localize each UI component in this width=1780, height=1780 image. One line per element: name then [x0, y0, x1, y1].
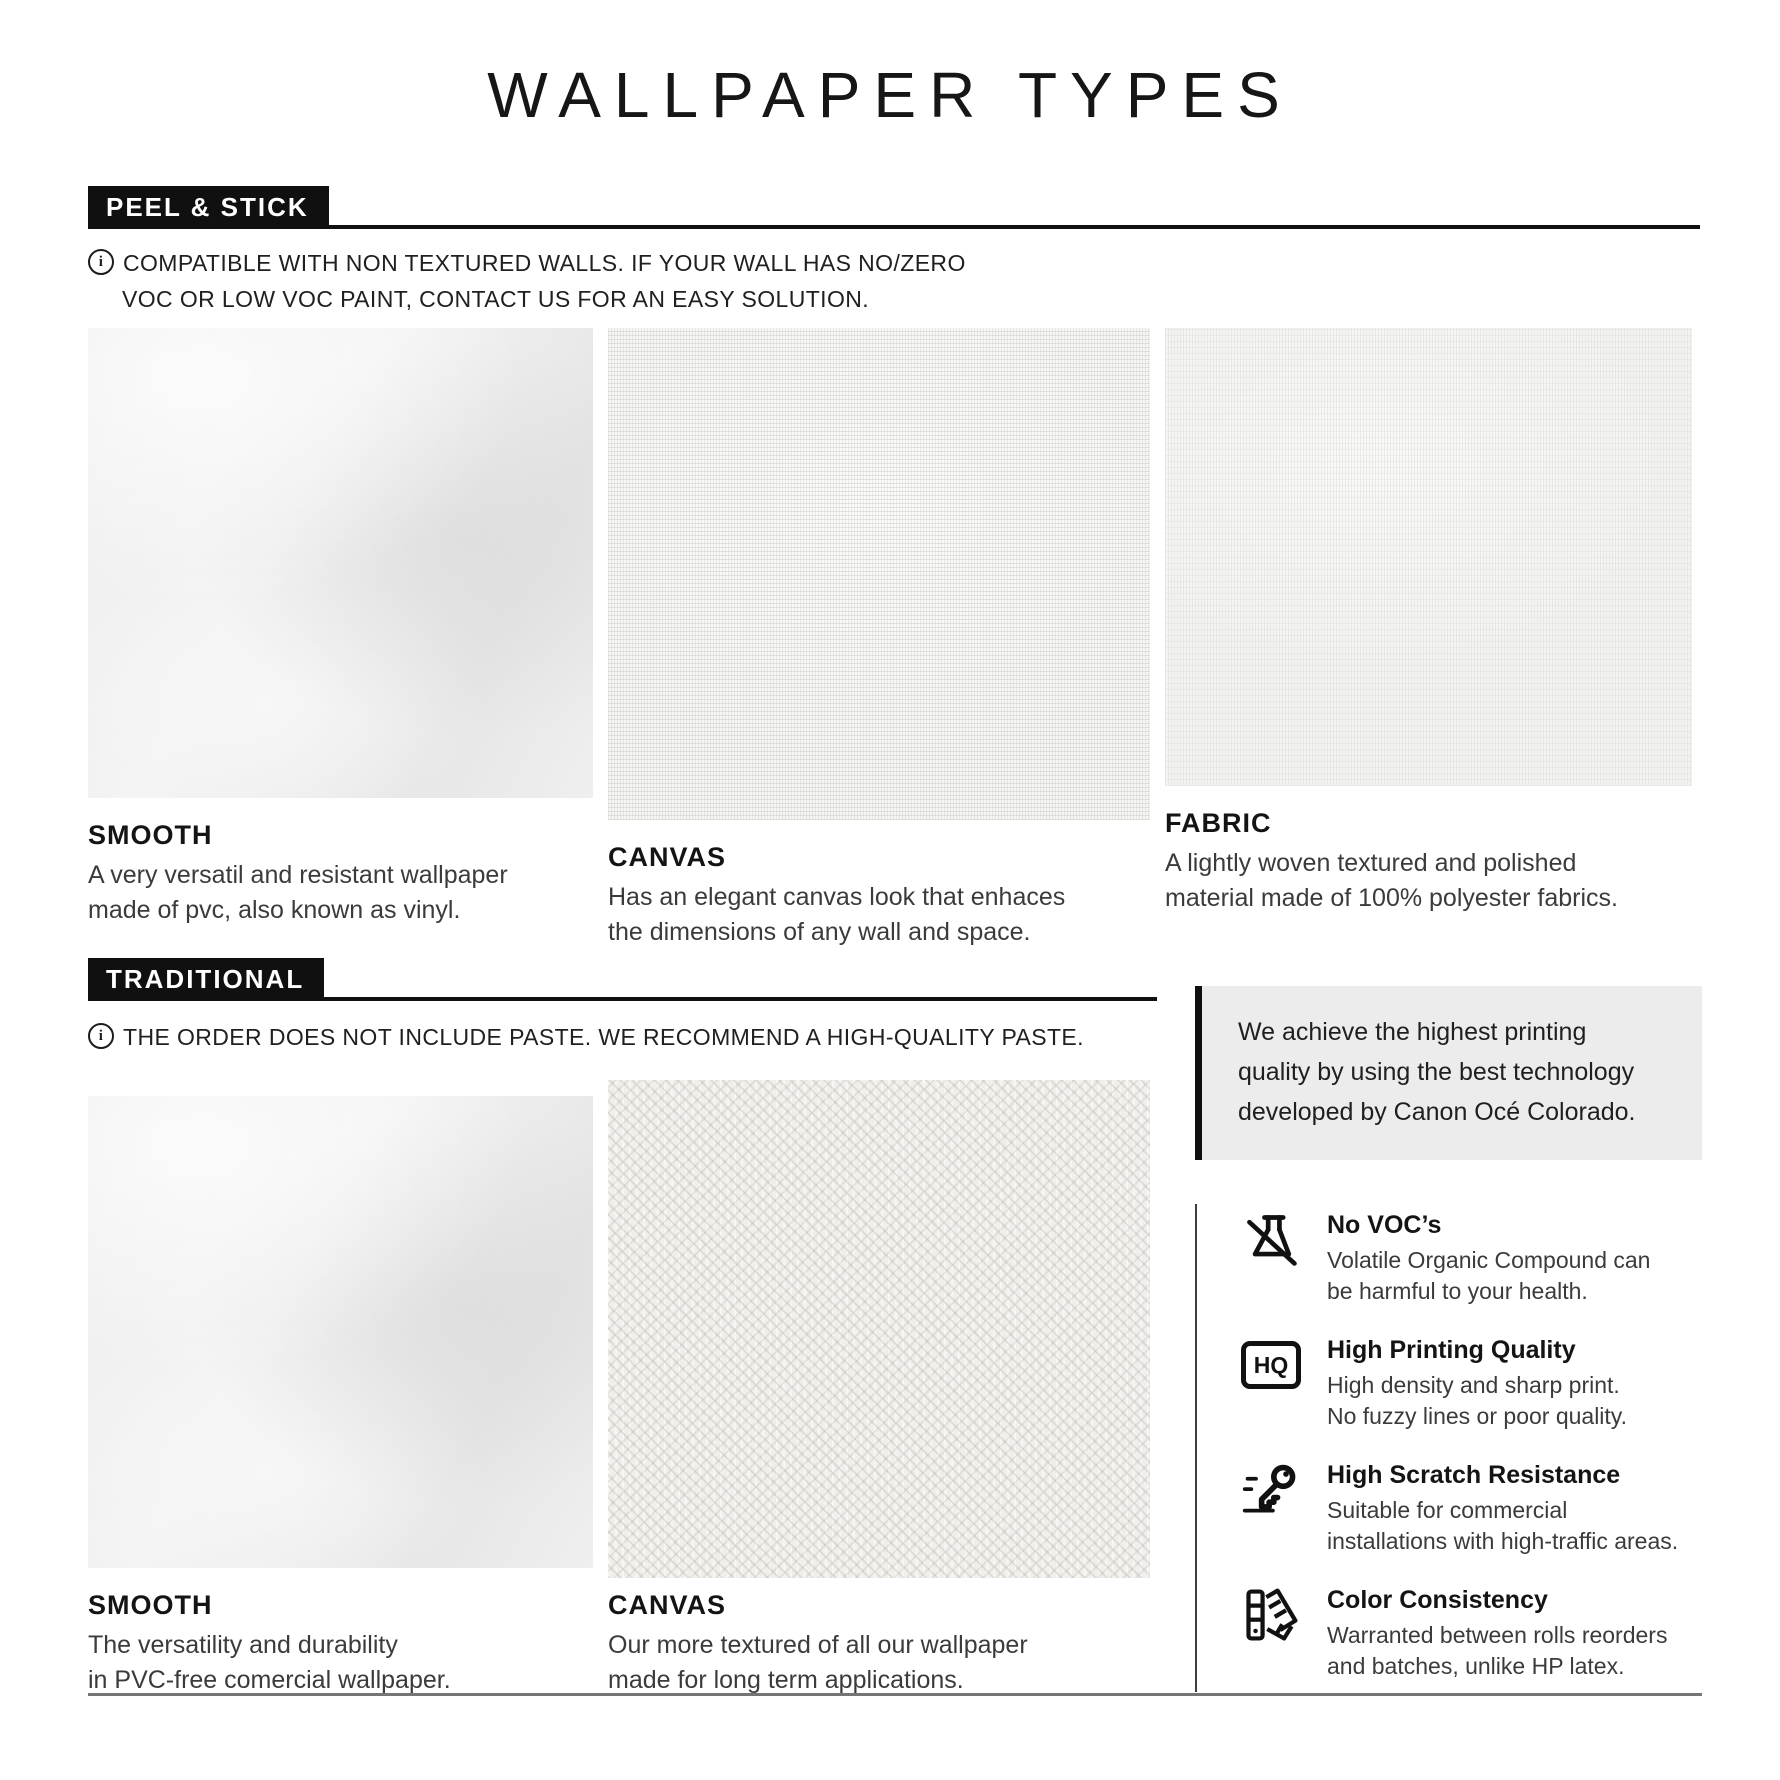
section-badge-traditional: TRADITIONAL	[88, 958, 324, 1001]
bottom-divider	[88, 1693, 1702, 1696]
feature-list	[1195, 1204, 1702, 1692]
feature-text: High Scratch Resistance Suitable for commercial installations with high-traffic areas.	[1327, 1461, 1679, 1555]
card-title: SMOOTH	[88, 820, 213, 850]
card-peel-fabric	[1165, 328, 1692, 915]
feature-color-consistency	[1241, 1585, 1702, 1682]
section-header-traditional	[88, 958, 1157, 1001]
card-peel-canvas	[608, 328, 1150, 949]
section-rule-peel-stick	[329, 225, 1700, 229]
card-description: Has an elegant canvas look that enhaces the dimensions of any wall and space.	[608, 883, 1066, 946]
card-description: A very versatil and resistant wallpaper made of pvc, also known as vinyl.	[88, 861, 508, 924]
card-title: CANVAS	[608, 842, 727, 872]
page-title: WALLPAPER TYPES	[487, 59, 1293, 131]
feature-text: High Printing Quality High density and sharp print. No fuzzy lines or poor quality.	[1327, 1336, 1627, 1430]
card-title: SMOOTH	[88, 1590, 213, 1620]
feature-text: Color Consistency Warranted between rolls reorders and batches, unlike HP latex.	[1327, 1586, 1668, 1680]
texture-swatch-fabric	[1165, 328, 1692, 786]
feature-text: No VOC’s Volatile Organic Compound can be harmful to your health.	[1327, 1211, 1651, 1305]
texture-swatch-smooth	[88, 328, 593, 798]
section-rule-traditional	[324, 997, 1157, 1001]
section-header-peel-stick	[88, 186, 1700, 229]
texture-swatch-canvas	[608, 328, 1150, 820]
note-traditional	[88, 1020, 1084, 1056]
note-peel-stick	[88, 246, 966, 317]
peel-stick-swatch-row	[88, 328, 1692, 949]
card-title: FABRIC	[1165, 808, 1272, 838]
traditional-swatch-row	[88, 1080, 1150, 1697]
swatch-fan-icon	[1241, 1585, 1301, 1645]
note-traditional-line1: THE ORDER DOES NOT INCLUDE PASTE. WE RECOMMEND A HIGH-QUALITY PASTE.	[123, 1024, 1084, 1050]
hq-icon: HQ	[1241, 1335, 1301, 1395]
card-description: A lightly woven textured and polished material made of 100% polyester fabrics.	[1165, 849, 1618, 912]
section-badge-peel-stick: PEEL & STICK	[88, 186, 329, 229]
printing-quality-quote: We achieve the highest printing quality by using the best technology developed by Canon Océ Colorado.	[1195, 986, 1702, 1160]
feature-no-voc	[1241, 1210, 1702, 1307]
card-description: The versatility and durability in PVC-free comercial wallpaper.	[88, 1631, 451, 1694]
texture-swatch-canvas	[608, 1080, 1150, 1578]
card-traditional-smooth	[88, 1080, 593, 1697]
note-peel-line1: COMPATIBLE WITH NON TEXTURED WALLS. IF YOUR WALL HAS NO/ZERO	[123, 250, 966, 276]
card-traditional-canvas	[608, 1080, 1150, 1697]
card-title: CANVAS	[608, 1590, 727, 1620]
card-peel-smooth	[88, 328, 593, 927]
no-voc-icon	[1241, 1210, 1301, 1270]
note-peel-line2: VOC OR LOW VOC PAINT, CONTACT US FOR AN EASY SOLUTION.	[122, 285, 870, 312]
feature-high-printing-quality	[1241, 1335, 1702, 1432]
texture-swatch-smooth	[88, 1096, 593, 1568]
quality-aside	[1195, 986, 1702, 1692]
feature-scratch-resistance	[1241, 1460, 1702, 1557]
info-icon: i	[88, 1023, 114, 1049]
key-icon	[1241, 1460, 1301, 1520]
info-icon: i	[88, 249, 114, 275]
card-description: Our more textured of all our wallpaper made for long term applications.	[608, 1631, 1028, 1694]
